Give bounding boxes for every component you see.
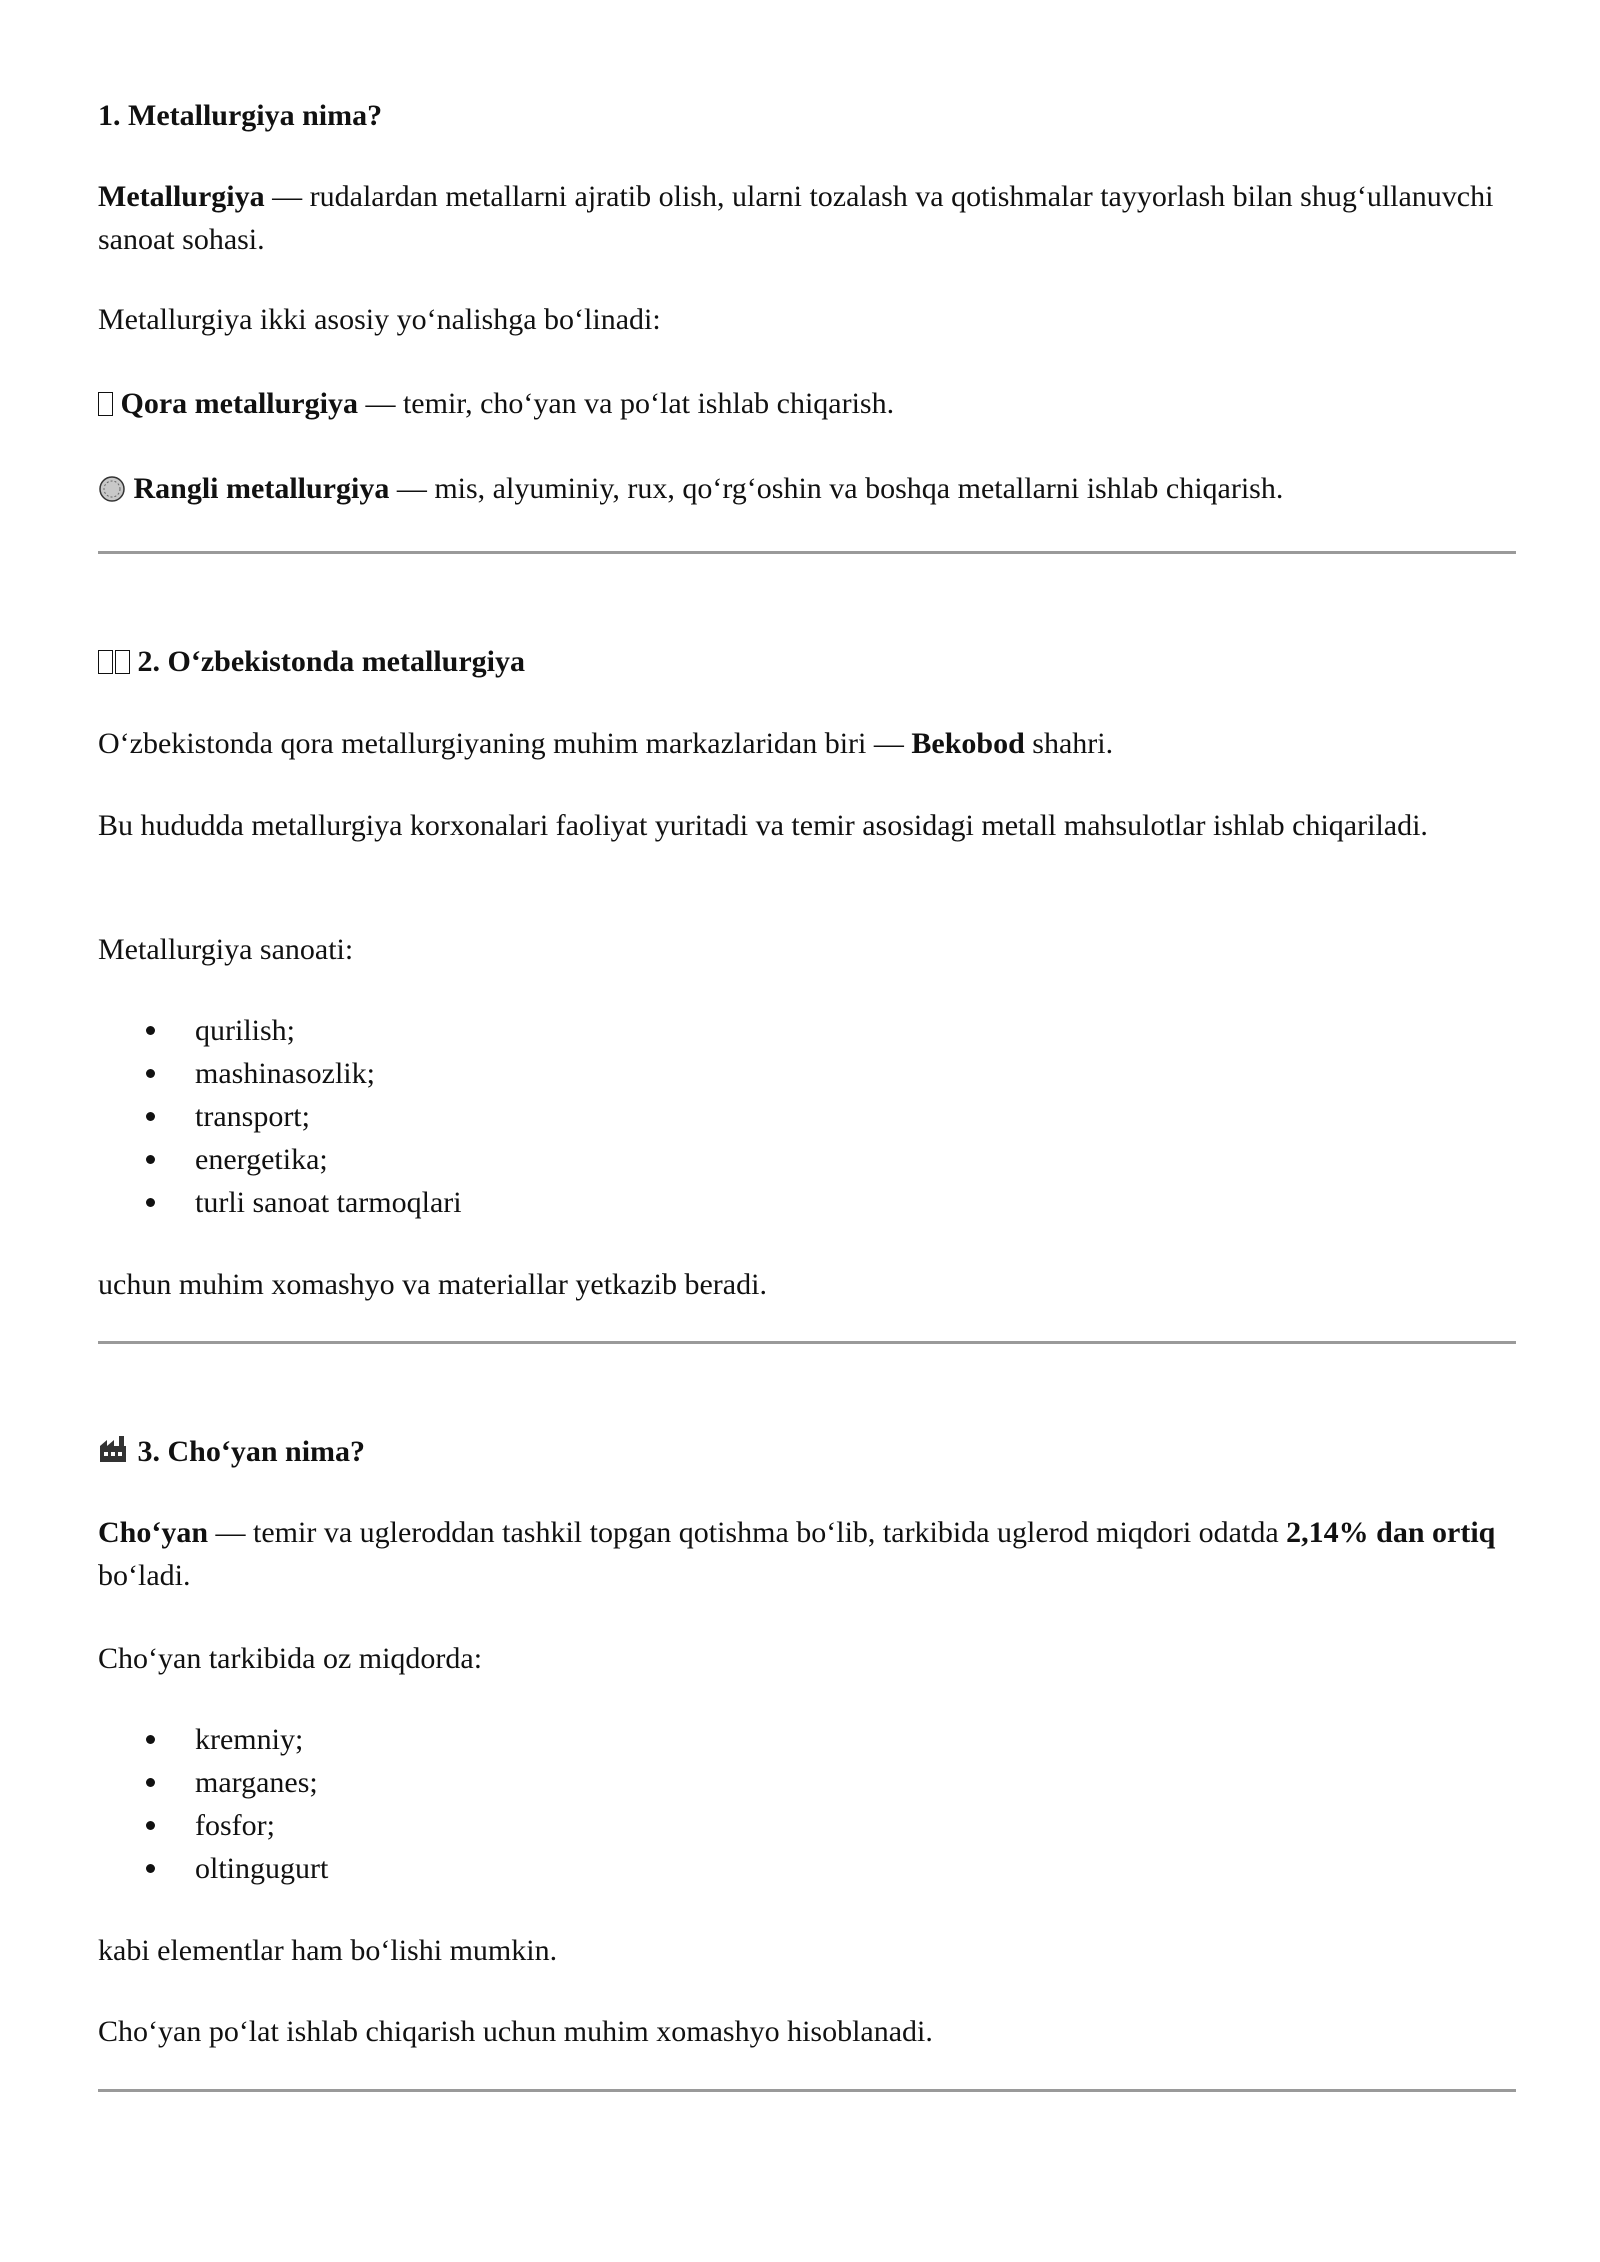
s3-p1 xyxy=(98,1511,1516,1597)
s1-item-qora xyxy=(98,382,1516,425)
list-item: transport; xyxy=(98,1095,1516,1138)
s1-def-rest: — rudalardan metallarni ajratib olish, ularni tozalash va qotishmalar tayyorlash bilan shug‘ullanuvchi sanoat sohasi. xyxy=(98,180,1494,256)
divider-2 xyxy=(98,1341,1516,1344)
colored-circle-icon xyxy=(98,475,126,503)
s3-p2: Cho‘yan tarkibida oz miqdorda: xyxy=(98,1642,483,1675)
s2-p3: Metallurgiya sanoati: xyxy=(98,933,354,966)
list-item: mashinasozlik; xyxy=(98,1052,1516,1095)
s2-p1-city: Bekobod xyxy=(911,727,1025,760)
missing-glyph-icon xyxy=(98,392,113,416)
missing-glyph-icon xyxy=(98,650,113,674)
s3-p3: kabi elementlar ham bo‘lishi mumkin. xyxy=(98,1934,558,1967)
s3-p1-end: bo‘ladi. xyxy=(98,1559,191,1592)
s3-heading-text: 3. Cho‘yan nima? xyxy=(137,1435,366,1468)
list-item: qurilish; xyxy=(98,1009,1516,1052)
s3-p1-bold: 2,14% dan ortiq xyxy=(1286,1516,1496,1549)
missing-glyph-icon xyxy=(115,650,130,674)
s1-item2-rest: — mis, alyuminiy, rux, qo‘rg‘oshin va boshqa metallarni ishlab chiqarish. xyxy=(389,472,1284,505)
list-item: turli sanoat tarmoqlari xyxy=(98,1181,1516,1224)
section-1-heading: 1. Metallurgiya nima? xyxy=(98,99,383,132)
s1-definition xyxy=(98,175,1516,261)
s2-p2: Bu hududda metallurgiya korxonalari faoliyat yuritadi va temir asosidagi metall mahsulotlar ishlab chiqariladi. xyxy=(98,809,1428,842)
s1-item2-term: Rangli metallurgiya xyxy=(133,472,390,505)
s1-item-rangli xyxy=(98,467,1516,510)
s2-heading-text: 2. O‘zbekistonda metallurgiya xyxy=(137,645,525,678)
list-item: oltingugurt xyxy=(98,1847,1516,1890)
s2-list xyxy=(98,1009,1516,1224)
divider-3 xyxy=(98,2089,1516,2092)
section-2-heading xyxy=(98,642,1516,682)
divider-1 xyxy=(98,551,1516,554)
list-item: energetika; xyxy=(98,1138,1516,1181)
factory-icon xyxy=(98,1434,128,1464)
s3-p1-term: Cho‘yan xyxy=(98,1516,209,1549)
s1-item1-rest: — temir, cho‘yan va po‘lat ishlab chiqarish. xyxy=(357,387,895,420)
s1-intro: Metallurgiya ikki asosiy yo‘nalishga bo‘linadi: xyxy=(98,303,661,336)
s2-p1-a: O‘zbekistonda qora metallurgiyaning muhim markazlaridan biri — xyxy=(98,727,912,760)
s3-p1-mid: — temir va ugleroddan tashkil topgan qotishma bo‘lib, tarkibida uglerod miqdori odatda xyxy=(208,1516,1287,1549)
s3-list xyxy=(98,1718,1516,1890)
s2-p1 xyxy=(98,722,1516,765)
list-item: marganes; xyxy=(98,1761,1516,1804)
section-3-heading xyxy=(98,1432,1516,1472)
s2-p1-c: shahri. xyxy=(1024,727,1114,760)
list-item: kremniy; xyxy=(98,1718,1516,1761)
s1-item1-term: Qora metallurgiya xyxy=(120,387,358,420)
list-item: fosfor; xyxy=(98,1804,1516,1847)
s3-p4: Cho‘yan po‘lat ishlab chiqarish uchun muhim xomashyo hisoblanadi. xyxy=(98,2015,933,2048)
s2-p4: uchun muhim xomashyo va materiallar yetkazib beradi. xyxy=(98,1268,767,1301)
s1-def-term: Metallurgiya xyxy=(98,180,265,213)
